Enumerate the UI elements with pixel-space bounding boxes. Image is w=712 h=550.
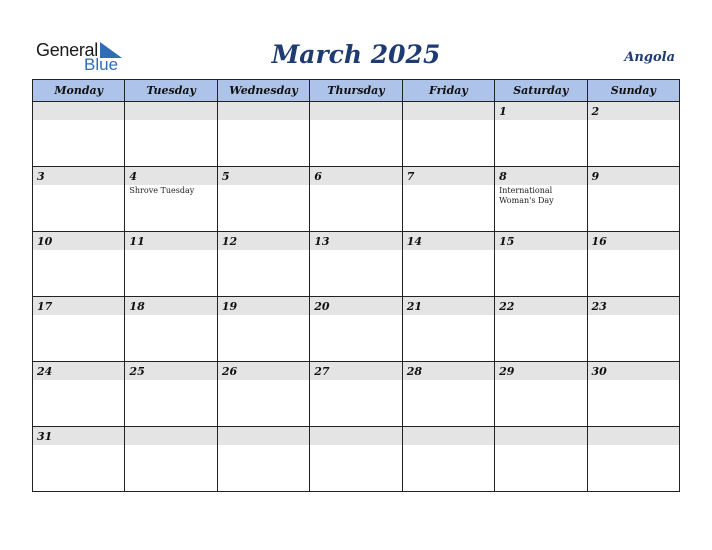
weekday-wednesday: Wednesday <box>217 80 309 102</box>
day-cell <box>587 297 679 362</box>
week-row <box>33 102 680 167</box>
day-number-bar <box>218 232 309 250</box>
day-number-bar <box>495 232 586 250</box>
day-cell <box>33 427 125 492</box>
day-cell <box>495 232 587 297</box>
day-number-bar <box>588 297 679 315</box>
day-number-bar <box>33 427 124 445</box>
day-number: 27 <box>314 365 330 378</box>
day-cell <box>587 232 679 297</box>
day-cell <box>587 167 679 232</box>
calendar-title: March 2025 <box>271 40 441 69</box>
day-cell <box>495 362 587 427</box>
day-cell <box>125 167 217 232</box>
day-number-bar <box>495 102 586 120</box>
day-number-bar <box>403 102 494 120</box>
day-number-bar <box>125 232 216 250</box>
day-cell <box>402 362 494 427</box>
day-cell <box>402 102 494 167</box>
day-number-bar <box>310 427 401 445</box>
day-number: 24 <box>37 365 53 378</box>
weekday-saturday: Saturday <box>495 80 587 102</box>
day-number: 26 <box>221 365 238 378</box>
day-cell <box>217 232 309 297</box>
day-number: 22 <box>499 300 515 313</box>
day-number-bar <box>495 427 586 445</box>
day-number-bar <box>403 167 494 185</box>
day-number-bar <box>495 167 586 185</box>
day-number-bar <box>125 362 216 380</box>
day-cell <box>310 167 402 232</box>
day-cell <box>33 232 125 297</box>
weekday-monday: Monday <box>33 80 125 102</box>
day-number: 7 <box>406 170 415 183</box>
day-number-bar <box>403 427 494 445</box>
day-cell <box>33 297 125 362</box>
day-cell <box>310 232 402 297</box>
day-number: 16 <box>591 235 607 248</box>
day-cell <box>125 297 217 362</box>
day-number-bar <box>310 102 401 120</box>
day-number: 25 <box>129 365 145 378</box>
day-cell <box>217 102 309 167</box>
day-cell <box>310 362 402 427</box>
day-cell <box>495 167 587 232</box>
day-number-bar <box>125 102 216 120</box>
day-number: 4 <box>129 170 138 183</box>
day-number-bar <box>218 362 309 380</box>
day-cell <box>33 167 125 232</box>
weekday-friday: Friday <box>402 80 494 102</box>
week-row <box>33 167 680 232</box>
day-number-bar <box>218 102 309 120</box>
day-number: 17 <box>37 300 53 313</box>
logo-text-blue: Blue <box>84 55 119 74</box>
month-calendar <box>32 79 680 492</box>
day-number: 1 <box>499 105 507 118</box>
day-number-bar <box>33 362 124 380</box>
holiday-label: International Woman's Day <box>499 186 554 205</box>
day-cell <box>125 362 217 427</box>
day-number: 15 <box>499 235 515 248</box>
weekday-header-row <box>33 80 680 102</box>
day-number: 20 <box>314 300 330 313</box>
weekday-thursday: Thursday <box>310 80 402 102</box>
day-number: 10 <box>37 235 53 248</box>
day-number: 19 <box>221 300 238 313</box>
day-number-bar <box>403 297 494 315</box>
day-number: 11 <box>129 235 145 248</box>
day-cell <box>495 427 587 492</box>
week-row <box>33 427 680 492</box>
day-cell <box>310 102 402 167</box>
day-number: 13 <box>314 235 330 248</box>
day-number-bar <box>495 297 586 315</box>
day-number: 28 <box>406 365 422 378</box>
logo-text-general: General <box>36 40 98 60</box>
day-number: 21 <box>406 300 422 313</box>
day-cell <box>217 362 309 427</box>
day-number: 30 <box>591 365 607 378</box>
day-number: 6 <box>314 170 322 183</box>
day-number-bar <box>310 167 401 185</box>
day-cell <box>33 102 125 167</box>
day-number-bar <box>218 297 309 315</box>
day-cell <box>125 102 217 167</box>
day-number-bar <box>33 297 124 315</box>
day-number-bar <box>33 232 124 250</box>
day-number-bar <box>125 167 216 185</box>
day-cell <box>495 297 587 362</box>
day-number: 14 <box>406 235 422 248</box>
day-number-bar <box>588 427 679 445</box>
day-cell <box>217 167 309 232</box>
week-row <box>33 232 680 297</box>
holiday-label: Shrove Tuesday <box>129 186 195 195</box>
day-cell <box>402 167 494 232</box>
day-number: 3 <box>37 170 45 183</box>
day-number-bar <box>588 167 679 185</box>
day-number-bar <box>33 102 124 120</box>
day-cell <box>587 362 679 427</box>
day-cell <box>402 232 494 297</box>
day-cell <box>495 102 587 167</box>
day-number-bar <box>588 102 679 120</box>
country-label: Angola <box>624 50 675 65</box>
day-number: 2 <box>591 105 600 118</box>
day-number-bar <box>310 297 401 315</box>
day-number: 23 <box>591 300 607 313</box>
day-number: 12 <box>221 235 238 248</box>
week-row <box>33 297 680 362</box>
day-cell <box>587 102 679 167</box>
day-number: 29 <box>499 365 515 378</box>
day-number-bar <box>588 232 679 250</box>
day-cell <box>310 427 402 492</box>
day-number: 9 <box>591 170 600 183</box>
day-number-bar <box>218 427 309 445</box>
day-number-bar <box>403 232 494 250</box>
day-number: 8 <box>499 170 507 183</box>
weekday-tuesday: Tuesday <box>125 80 217 102</box>
day-cell <box>217 297 309 362</box>
day-cell <box>125 427 217 492</box>
day-cell <box>125 232 217 297</box>
day-cell <box>587 427 679 492</box>
day-cell <box>217 427 309 492</box>
day-cell <box>310 297 402 362</box>
weekday-sunday: Sunday <box>587 80 679 102</box>
day-number-bar <box>403 362 494 380</box>
day-number: 18 <box>129 300 145 313</box>
day-number-bar <box>125 427 216 445</box>
day-cell <box>33 362 125 427</box>
week-row <box>33 362 680 427</box>
day-number-bar <box>310 232 401 250</box>
day-number-bar <box>310 362 401 380</box>
day-number-bar <box>588 362 679 380</box>
day-number: 5 <box>221 170 230 183</box>
day-number-bar <box>218 167 309 185</box>
day-number-bar <box>33 167 124 185</box>
day-cell <box>402 427 494 492</box>
day-cell <box>402 297 494 362</box>
day-number-bar <box>495 362 586 380</box>
day-number: 31 <box>37 430 53 443</box>
day-number-bar <box>125 297 216 315</box>
